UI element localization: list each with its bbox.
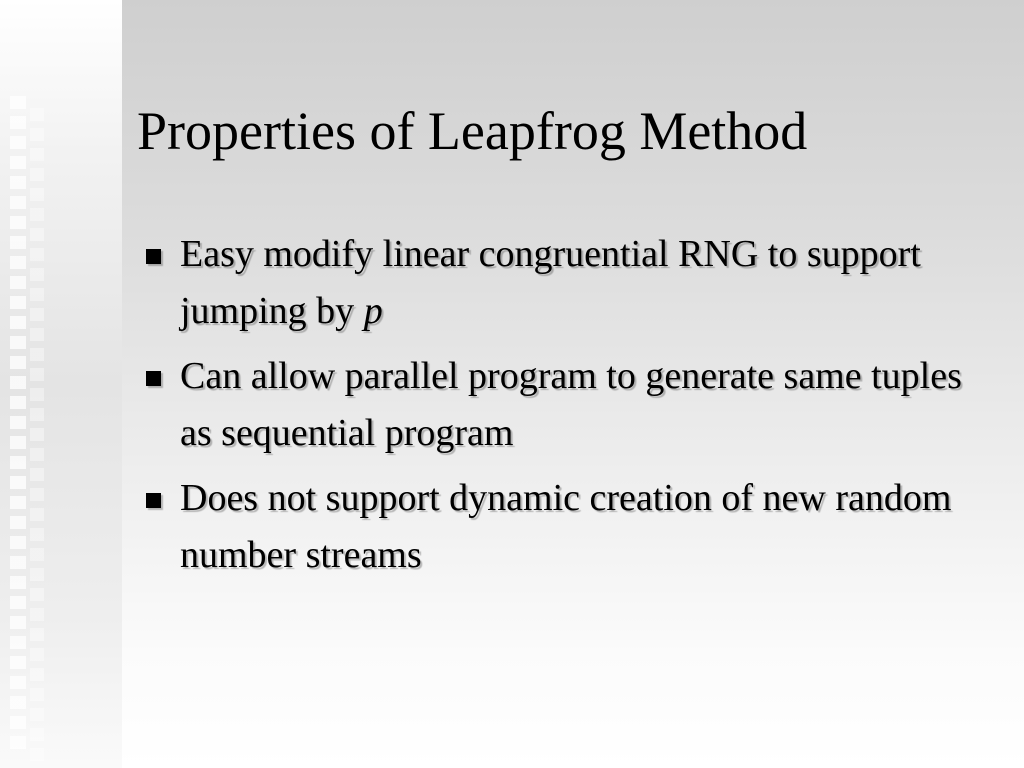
bullet-emphasis: p bbox=[363, 290, 383, 332]
bullet-text: Can allow parallel program to generate same tuples as sequential program bbox=[180, 355, 962, 454]
square-bullet-icon bbox=[146, 493, 161, 508]
bullet-item bbox=[140, 470, 990, 584]
bullet-text: Does not support dynamic creation of new random number streams bbox=[180, 477, 952, 576]
decorative-side-band bbox=[0, 0, 122, 768]
slide-title: Properties of Leapfrog Method bbox=[137, 101, 808, 161]
decorative-tile-column-faint bbox=[30, 108, 44, 768]
square-bullet-icon bbox=[146, 249, 161, 264]
decorative-tile-column bbox=[10, 96, 26, 756]
bullet-item bbox=[140, 226, 990, 340]
bullet-list bbox=[140, 226, 990, 592]
square-bullet-icon bbox=[146, 371, 161, 386]
bullet-text: Easy modify linear congruential RNG to support jumping by bbox=[180, 233, 921, 332]
bullet-item bbox=[140, 348, 990, 462]
